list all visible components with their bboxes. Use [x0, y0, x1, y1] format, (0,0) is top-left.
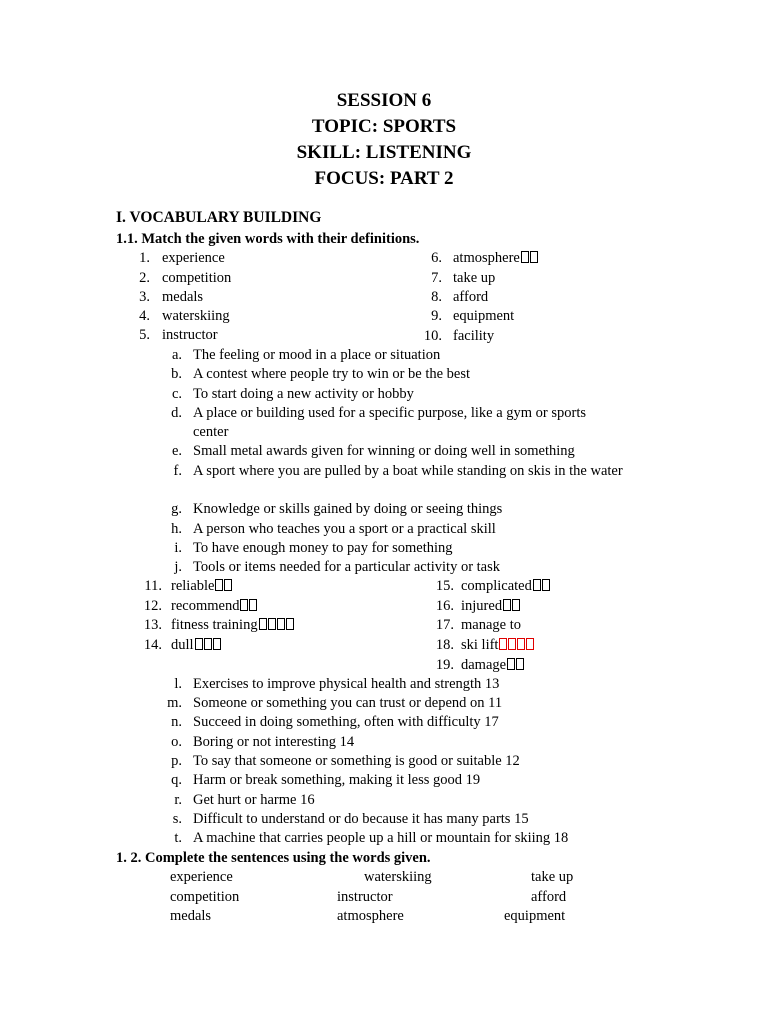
missing-glyph-icon [526, 638, 534, 650]
word-bank-item: instructor [337, 889, 393, 905]
missing-glyph-icon [521, 251, 529, 263]
missing-glyph-icon [204, 638, 212, 650]
skill-title: SKILL: LISTENING [296, 142, 472, 163]
document-page: SESSION 6 TOPIC: SPORTS SKILL: LISTENING FOCUS: PART 2 I. VOCABULARY BUILDING 1.1. Match the given words with their definitions. 1. experience 2. competition 3. medals 4. waterskiing 5. instructor 6. atmosphere 7. take up 8. afford 9. equipment 10. facility a. The feeling or mood in a place or situation b. A contest where people try to win or be the best c. To start doing a new activity or hobby d. A place or building used for a specific purpose, like a gym or sports center e. Small metal awards given for winning or doing well in something f. A sport where you are pulled by a boat while standing on skis in the water g. Knowledge or skills gained by doing or seeing things h. A person who teaches you a sport or a practical skill i. To have enough money to pay for something j. Tools or items needed for a particular activity or task 11. reliable 12. recommend 13. fitness training 14. dull 15. complicated 16. injured 17. manage to 18. ski lift 19. damage l. Exercises to improve physical health and strength 13 m. Someone or something you can trust or depend on 11 n. Succeed in doing something, often with difficulty 17 o. Boring or not interesting 14 p. To say that someone or something is good or suitable 12 q. Harm or break something, making it less good 19 r. Get hurt or harme 16 s. Difficult to understand or do because it has many parts 15 t. A machine that carries people up a hill or mountain for skiing 18 1. 2. Complete the sentences using the words given. experience waterskiing take up competition instructor afford medals atmosphere equipment [0, 0, 768, 1024]
word-bank-item: atmosphere [337, 908, 404, 924]
word-bank-item: afford [531, 889, 567, 905]
missing-glyph-icon [542, 579, 550, 591]
missing-glyph-icon [213, 638, 221, 650]
exercise-1-1-heading: 1.1. Match the given words with their definitions. [116, 231, 420, 247]
missing-glyph-icon [286, 618, 294, 630]
missing-glyph-icon [268, 618, 276, 630]
missing-glyph-icon [240, 599, 248, 611]
missing-glyph-icon [277, 618, 285, 630]
missing-glyph-icon [516, 658, 524, 670]
word-bank-item: competition [170, 889, 240, 905]
missing-glyph-icon [533, 579, 541, 591]
word-bank-item: waterskiing [364, 869, 432, 885]
title-block [0, 88, 768, 192]
missing-glyph-icon [512, 599, 520, 611]
missing-glyph-icon [508, 638, 516, 650]
missing-glyph-icon [503, 599, 511, 611]
missing-glyph-icon [259, 618, 267, 630]
missing-glyph-icon [215, 579, 223, 591]
missing-glyph-icon [517, 638, 525, 650]
word-bank-item: equipment [504, 908, 566, 924]
missing-glyph-icon [224, 579, 232, 591]
exercise-1-2-heading: 1. 2. Complete the sentences using the words given. [116, 850, 431, 866]
word-bank-item: experience [170, 869, 233, 885]
missing-glyph-icon [195, 638, 203, 650]
missing-glyph-icon [499, 638, 507, 650]
missing-glyph-icon [249, 599, 257, 611]
section-heading: I. VOCABULARY BUILDING [116, 209, 322, 226]
word-bank-item: take up [531, 869, 574, 885]
session-title: SESSION 6 [336, 90, 432, 111]
focus-title: FOCUS: PART 2 [314, 168, 454, 189]
topic-title: TOPIC: SPORTS [311, 116, 457, 137]
missing-glyph-icon [530, 251, 538, 263]
missing-glyph-icon [507, 658, 515, 670]
word-bank-item: medals [170, 908, 212, 924]
